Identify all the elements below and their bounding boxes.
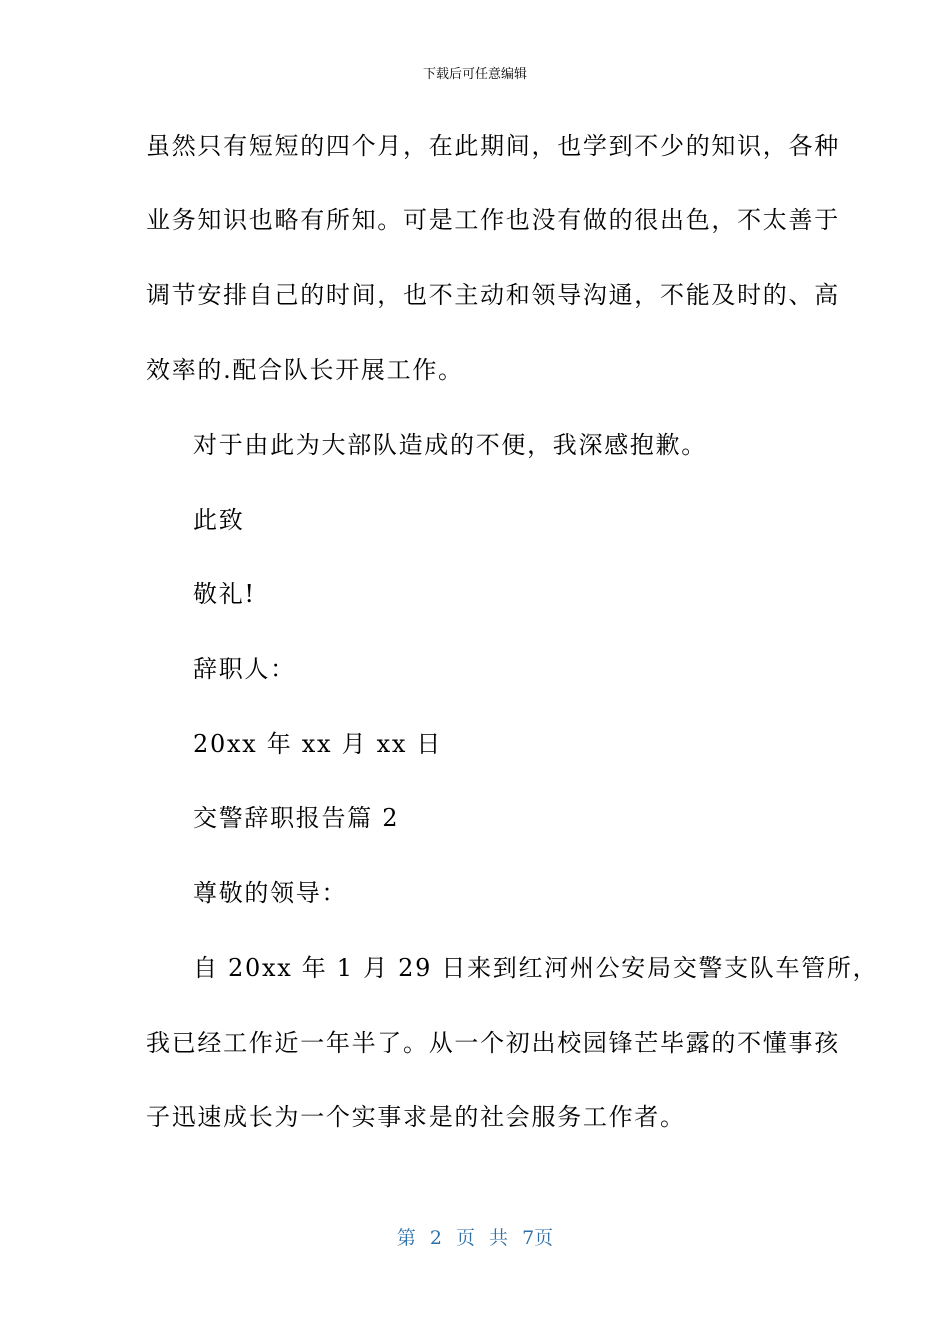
section-title: 交警辞职报告篇 2 xyxy=(193,804,400,832)
page-number-footer: 第 2 页 共 7页 xyxy=(396,1227,554,1249)
salutation-line: 敬礼! xyxy=(193,580,256,608)
page-header: 下载后可任意编辑 xyxy=(422,67,527,82)
salutation-line: 此致 xyxy=(193,506,245,534)
paragraph-line: 我已经工作近一年半了。从一个初出校园锋芒毕露的不懂事孩 xyxy=(146,1029,840,1057)
paragraph-line: 虽然只有短短的四个月，在此期间，也学到不少的知识，各种 xyxy=(146,132,840,160)
paragraph-line: 业务知识也略有所知。可是工作也没有做的很出色，不太善于 xyxy=(146,206,840,234)
paragraph-line: 对于由此为大部队造成的不便，我深感抱歉。 xyxy=(193,431,707,459)
paragraph-line: 自 20xx 年 1 月 29 日来到红河州公安局交警支队车管所， xyxy=(193,954,879,982)
paragraph-line: 效率的.配合队长开展工作。 xyxy=(146,356,464,384)
greeting-line: 尊敬的领导： xyxy=(193,879,348,907)
date-line: 20xx 年 xx 月 xx 日 xyxy=(193,730,443,758)
paragraph-line: 调节安排自己的时间，也不主动和领导沟通，不能及时的、高 xyxy=(146,281,840,309)
signature-label: 辞职人： xyxy=(193,655,296,683)
paragraph-line: 子迅速成长为一个实事求是的社会服务工作者。 xyxy=(146,1103,686,1131)
